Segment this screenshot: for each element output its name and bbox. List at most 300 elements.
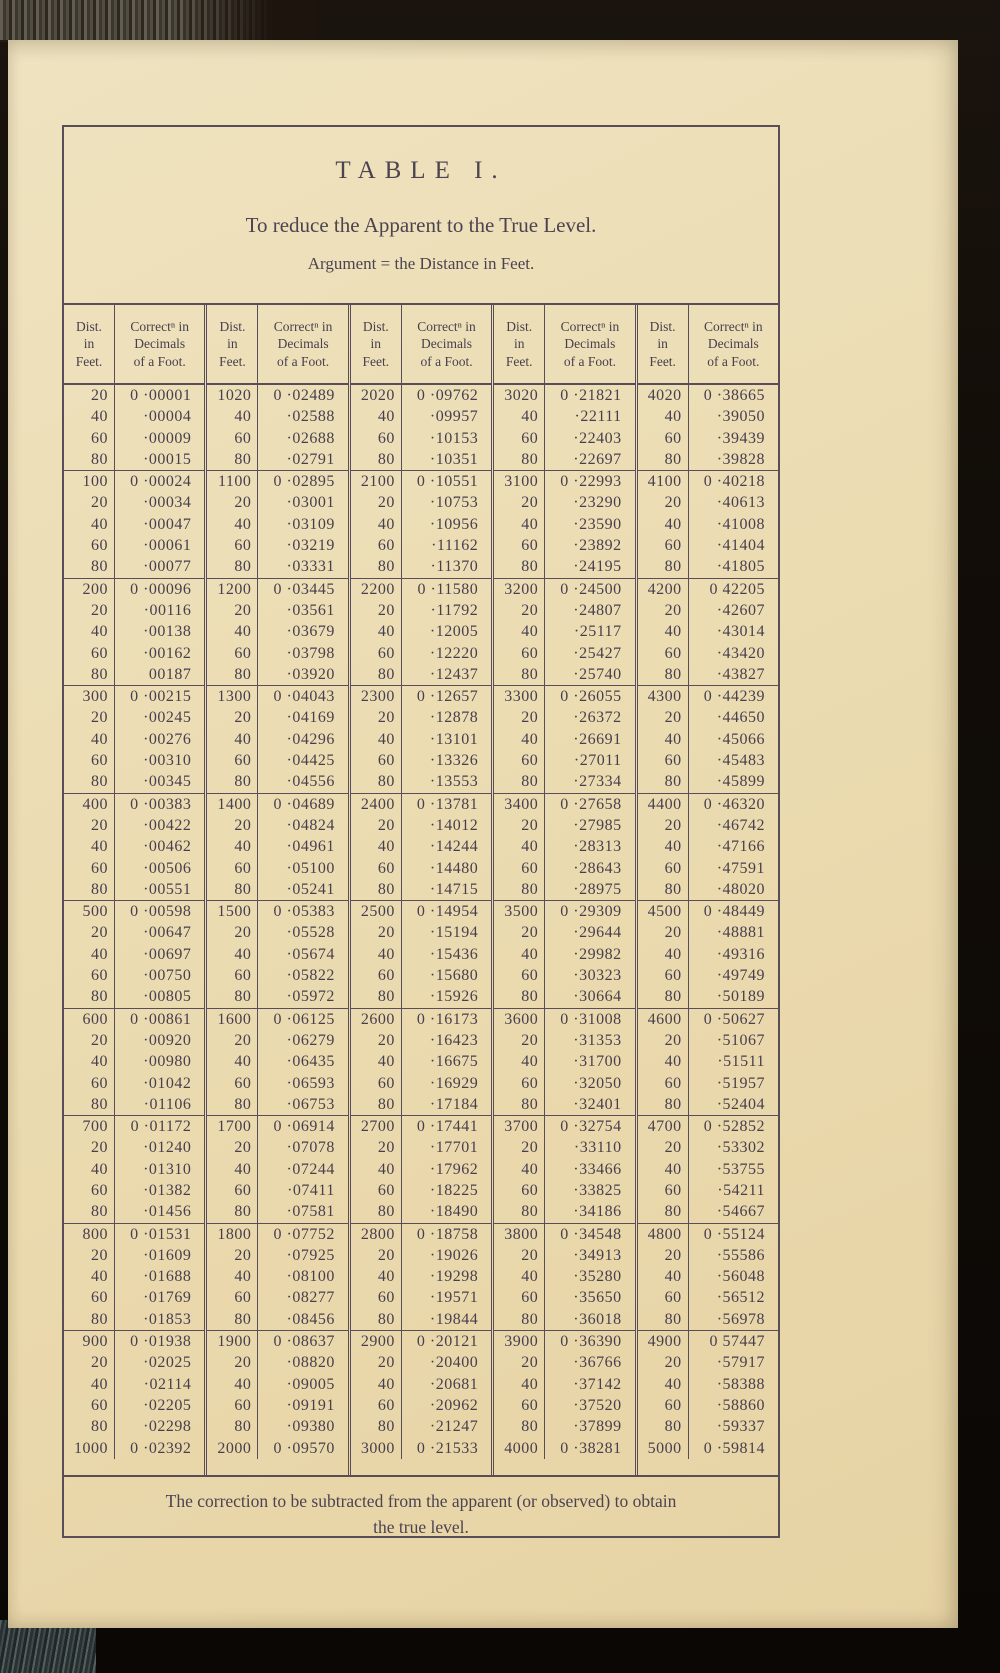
corr-cell: ·05822 bbox=[257, 965, 347, 986]
dist-cell: 60 bbox=[521, 859, 539, 877]
table-row bbox=[494, 470, 634, 492]
table-row bbox=[64, 1245, 204, 1266]
corr-cell: ·56512 bbox=[688, 1287, 778, 1308]
dist-cell: 40 bbox=[377, 945, 395, 963]
dist-cell: 40 bbox=[91, 623, 108, 641]
table-row bbox=[207, 600, 347, 621]
corr-cell: ·41404 bbox=[688, 535, 778, 556]
corr-cell: ·31353 bbox=[544, 1030, 634, 1051]
dist-cell: 80 bbox=[91, 988, 108, 1006]
corr-cell: 0 ·18758 bbox=[401, 1224, 491, 1245]
table-row bbox=[351, 514, 491, 535]
dist-cell: 20 bbox=[234, 1139, 252, 1157]
dist-cell: 80 bbox=[234, 450, 252, 468]
corr-cell: ·07581 bbox=[257, 1201, 347, 1222]
table-row bbox=[207, 965, 347, 986]
dist-cell: 80 bbox=[664, 450, 682, 468]
corr-cell: ·06279 bbox=[257, 1030, 347, 1051]
corr-cell: 0 ·06914 bbox=[257, 1116, 347, 1137]
dist-cell: 20 bbox=[664, 709, 682, 727]
dist-cell: 40 bbox=[234, 945, 252, 963]
dist-cell: 900 bbox=[82, 1333, 108, 1351]
corr-cell: ·23590 bbox=[544, 514, 634, 535]
corr-cell: 0 ·00001 bbox=[114, 385, 204, 406]
corr-cell: ·34913 bbox=[544, 1245, 634, 1266]
table-row bbox=[638, 1008, 778, 1030]
corr-cell: 0 ·44239 bbox=[688, 686, 778, 707]
table-row bbox=[64, 1008, 204, 1030]
dist-cell: 80 bbox=[234, 1418, 252, 1436]
corr-cell: ·00004 bbox=[114, 406, 204, 427]
dist-cell: 20 bbox=[234, 924, 252, 942]
table-row bbox=[207, 1008, 347, 1030]
dist-cell: 20 bbox=[234, 816, 252, 834]
corr-cell: ·12878 bbox=[401, 707, 491, 728]
dist-cell: 20 bbox=[521, 601, 539, 619]
corr-cell: ·49749 bbox=[688, 965, 778, 986]
corr-cell: ·30664 bbox=[544, 986, 634, 1007]
corr-cell: 0 ·46320 bbox=[688, 794, 778, 815]
dist-cell: 80 bbox=[377, 665, 395, 683]
corr-cell: ·03001 bbox=[257, 492, 347, 513]
table-row bbox=[64, 771, 204, 792]
table-row bbox=[64, 428, 204, 449]
table-row bbox=[64, 643, 204, 664]
table-frame bbox=[62, 125, 780, 1538]
table-row bbox=[638, 1030, 778, 1051]
corr-cell: ·47166 bbox=[688, 836, 778, 857]
table-row bbox=[207, 1245, 347, 1266]
corr-cell: 0 ·02392 bbox=[114, 1438, 204, 1459]
table-row bbox=[638, 1309, 778, 1330]
table-row bbox=[351, 771, 491, 792]
table-row bbox=[351, 1330, 491, 1352]
table-row bbox=[64, 1266, 204, 1287]
corr-cell: ·14480 bbox=[401, 858, 491, 879]
corr-cell: ·15436 bbox=[401, 944, 491, 965]
corr-cell: ·10753 bbox=[401, 492, 491, 513]
dist-cell: 40 bbox=[91, 408, 108, 426]
corr-cell: 0 ·17441 bbox=[401, 1116, 491, 1137]
dist-cell: 40 bbox=[664, 1268, 682, 1286]
dist-cell: 60 bbox=[377, 1396, 395, 1414]
corr-cell: ·17962 bbox=[401, 1159, 491, 1180]
corr-cell: ·45483 bbox=[688, 750, 778, 771]
dist-cell: 40 bbox=[91, 838, 108, 856]
table-row bbox=[351, 836, 491, 857]
dist-cell: 20 bbox=[234, 601, 252, 619]
corr-cell: ·01382 bbox=[114, 1180, 204, 1201]
table-row bbox=[207, 1137, 347, 1158]
corr-cell: ·00920 bbox=[114, 1030, 204, 1051]
dist-header-line: in bbox=[370, 336, 382, 352]
corr-cell: 0 ·09762 bbox=[401, 385, 491, 406]
corr-cell: ·48020 bbox=[688, 879, 778, 900]
table-row bbox=[494, 406, 634, 427]
corr-cell: ·51067 bbox=[688, 1030, 778, 1051]
table-row bbox=[351, 879, 491, 900]
corr-cell: ·04824 bbox=[257, 815, 347, 836]
corr-cell: 0 ·00598 bbox=[114, 901, 204, 922]
corr-cell: ·03331 bbox=[257, 556, 347, 577]
corr-cell: ·01688 bbox=[114, 1266, 204, 1287]
corr-cell: 0 ·01531 bbox=[114, 1224, 204, 1245]
corr-cell: ·02588 bbox=[257, 406, 347, 427]
corr-cell: 0 ·16173 bbox=[401, 1009, 491, 1030]
corr-cell: ·32401 bbox=[544, 1094, 634, 1115]
corr-cell: ·17701 bbox=[401, 1137, 491, 1158]
dist-cell: 1200 bbox=[217, 580, 252, 598]
table-row bbox=[351, 1137, 491, 1158]
table-row bbox=[494, 922, 634, 943]
table-row bbox=[351, 1438, 491, 1459]
corr-cell: ·36018 bbox=[544, 1309, 634, 1330]
corr-cell: ·04169 bbox=[257, 707, 347, 728]
corr-cell: ·58860 bbox=[688, 1395, 778, 1416]
dist-cell: 60 bbox=[664, 1074, 682, 1092]
corr-cell: ·28643 bbox=[544, 858, 634, 879]
dist-cell: 20 bbox=[521, 1031, 539, 1049]
corr-cell: ·04425 bbox=[257, 750, 347, 771]
dist-cell: 20 bbox=[377, 709, 395, 727]
column-pair-2 bbox=[204, 305, 347, 1475]
dist-cell: 60 bbox=[664, 752, 682, 770]
dist-cell: 80 bbox=[664, 1203, 682, 1221]
dist-cell: 60 bbox=[377, 1074, 395, 1092]
dist-cell: 80 bbox=[91, 1095, 108, 1113]
dist-cell: 60 bbox=[234, 967, 252, 985]
dist-cell: 20 bbox=[91, 924, 108, 942]
dist-cell: 40 bbox=[521, 408, 539, 426]
dist-cell: 60 bbox=[521, 1074, 539, 1092]
corr-cell: ·44650 bbox=[688, 707, 778, 728]
corr-cell: ·46742 bbox=[688, 815, 778, 836]
corr-cell: ·41008 bbox=[688, 514, 778, 535]
dist-cell: 20 bbox=[234, 1354, 252, 1372]
corr-cell: 0 ·00215 bbox=[114, 686, 204, 707]
table-row bbox=[64, 1352, 204, 1373]
dist-cell: 20 bbox=[664, 1354, 682, 1372]
corr-cell: ·23290 bbox=[544, 492, 634, 513]
table-row bbox=[494, 1201, 634, 1222]
dist-cell: 80 bbox=[377, 1203, 395, 1221]
table-row bbox=[351, 1008, 491, 1030]
corr-cell: ·01769 bbox=[114, 1287, 204, 1308]
dist-cell: 80 bbox=[664, 1310, 682, 1328]
table-row bbox=[64, 879, 204, 900]
table-row bbox=[494, 578, 634, 600]
table-row bbox=[64, 1180, 204, 1201]
table-row bbox=[638, 815, 778, 836]
corr-cell: ·01240 bbox=[114, 1137, 204, 1158]
dist-header-line: Dist. bbox=[219, 318, 246, 334]
corr-cell: ·39050 bbox=[688, 406, 778, 427]
table-row bbox=[351, 1051, 491, 1072]
table-row bbox=[64, 556, 204, 577]
dist-header-line: Dist. bbox=[649, 318, 676, 334]
table-row bbox=[638, 750, 778, 771]
dist-cell: 60 bbox=[91, 1181, 108, 1199]
table-row bbox=[494, 685, 634, 707]
corr-cell: ·09191 bbox=[257, 1395, 347, 1416]
dist-cell: 80 bbox=[234, 773, 252, 791]
table-row bbox=[351, 965, 491, 986]
dist-cell: 60 bbox=[234, 859, 252, 877]
dist-cell: 60 bbox=[521, 429, 539, 447]
dist-cell: 80 bbox=[664, 558, 682, 576]
corr-cell: 0 ·55124 bbox=[688, 1224, 778, 1245]
table-row bbox=[207, 900, 347, 922]
table-row bbox=[494, 1094, 634, 1115]
dist-cell: 60 bbox=[664, 967, 682, 985]
table-row bbox=[494, 1245, 634, 1266]
table-row bbox=[494, 986, 634, 1007]
dist-header-line: Feet. bbox=[219, 353, 246, 369]
table-row bbox=[638, 1094, 778, 1115]
corr-cell: ·00805 bbox=[114, 986, 204, 1007]
corr-cell: ·03798 bbox=[257, 643, 347, 664]
corr-cell: ·03920 bbox=[257, 664, 347, 685]
table-row bbox=[64, 986, 204, 1007]
corr-header-line: Correctⁿ in bbox=[417, 318, 476, 334]
dist-cell: 20 bbox=[91, 816, 108, 834]
dist-cell: 80 bbox=[521, 880, 539, 898]
table-row bbox=[494, 965, 634, 986]
table-row bbox=[207, 578, 347, 600]
table-row bbox=[64, 449, 204, 470]
table-row bbox=[351, 1395, 491, 1416]
corr-cell: 00187 bbox=[114, 664, 204, 685]
dist-header bbox=[64, 305, 114, 383]
corr-cell: ·19026 bbox=[401, 1245, 491, 1266]
corr-cell: ·12005 bbox=[401, 621, 491, 642]
corr-cell: ·14715 bbox=[401, 879, 491, 900]
dist-cell: 2600 bbox=[360, 1010, 395, 1028]
corr-cell: ·18490 bbox=[401, 1201, 491, 1222]
table-row bbox=[351, 793, 491, 815]
corr-cell: ·45899 bbox=[688, 771, 778, 792]
dist-cell: 80 bbox=[234, 988, 252, 1006]
table-row bbox=[207, 986, 347, 1007]
corr-cell: ·54211 bbox=[688, 1180, 778, 1201]
dist-header-line: Dist. bbox=[76, 318, 102, 334]
dist-cell: 60 bbox=[377, 1181, 395, 1199]
dist-cell: 40 bbox=[521, 1160, 539, 1178]
dist-cell: 40 bbox=[234, 515, 252, 533]
dist-cell: 40 bbox=[521, 515, 539, 533]
corr-cell: 0 ·06125 bbox=[257, 1009, 347, 1030]
table-row bbox=[494, 1030, 634, 1051]
dist-cell: 60 bbox=[664, 859, 682, 877]
dist-cell: 4800 bbox=[647, 1225, 682, 1243]
corr-cell: ·06435 bbox=[257, 1051, 347, 1072]
corr-cell: 0 ·12657 bbox=[401, 686, 491, 707]
table-row bbox=[64, 965, 204, 986]
table-row bbox=[351, 1115, 491, 1137]
corr-cell: ·01456 bbox=[114, 1201, 204, 1222]
corr-cell: ·35650 bbox=[544, 1287, 634, 1308]
corr-cell: ·22403 bbox=[544, 428, 634, 449]
corr-cell: ·25427 bbox=[544, 643, 634, 664]
dist-cell: 80 bbox=[91, 450, 108, 468]
corr-cell: ·35280 bbox=[544, 1266, 634, 1287]
corr-cell: 0 ·00383 bbox=[114, 794, 204, 815]
table-row bbox=[494, 385, 634, 406]
dist-cell: 80 bbox=[91, 1418, 108, 1436]
corr-cell: ·20681 bbox=[401, 1374, 491, 1395]
dist-cell: 20 bbox=[377, 494, 395, 512]
dist-cell: 20 bbox=[91, 494, 108, 512]
corr-cell: ·15680 bbox=[401, 965, 491, 986]
corr-cell: 0 ·24500 bbox=[544, 579, 634, 600]
table-row bbox=[351, 406, 491, 427]
corr-cell: ·00276 bbox=[114, 729, 204, 750]
corr-cell: ·05674 bbox=[257, 944, 347, 965]
table-row bbox=[351, 535, 491, 556]
table-row bbox=[494, 858, 634, 879]
table-grid bbox=[64, 305, 778, 1475]
table-row bbox=[207, 514, 347, 535]
dist-cell: 60 bbox=[91, 1396, 108, 1414]
table-row bbox=[207, 470, 347, 492]
table-row bbox=[351, 643, 491, 664]
dist-cell: 5000 bbox=[647, 1439, 682, 1457]
pair-header bbox=[351, 305, 491, 385]
table-row bbox=[638, 535, 778, 556]
footer-line-2: the true level. bbox=[373, 1517, 469, 1538]
table-row bbox=[494, 1008, 634, 1030]
title-area bbox=[64, 127, 778, 305]
dist-cell: 60 bbox=[234, 644, 252, 662]
table-row bbox=[64, 836, 204, 857]
dist-cell: 80 bbox=[521, 1095, 539, 1113]
corr-cell: ·00077 bbox=[114, 556, 204, 577]
corr-cell: 0 ·50627 bbox=[688, 1009, 778, 1030]
dist-cell: 80 bbox=[91, 773, 108, 791]
table-row bbox=[64, 1201, 204, 1222]
table-row bbox=[638, 1266, 778, 1287]
table-row bbox=[351, 1245, 491, 1266]
corr-cell: ·13326 bbox=[401, 750, 491, 771]
table-row bbox=[351, 428, 491, 449]
corr-cell: 0 ·04689 bbox=[257, 794, 347, 815]
dist-header bbox=[351, 305, 401, 383]
corr-cell: 0 57447 bbox=[688, 1331, 778, 1352]
dist-cell: 100 bbox=[82, 473, 108, 491]
table-row bbox=[351, 1374, 491, 1395]
dist-cell: 20 bbox=[91, 601, 108, 619]
corr-cell: 0 ·48449 bbox=[688, 901, 778, 922]
corr-cell: ·13553 bbox=[401, 771, 491, 792]
corr-cell: ·47591 bbox=[688, 858, 778, 879]
corr-cell: 0 ·00096 bbox=[114, 579, 204, 600]
table-row bbox=[207, 729, 347, 750]
dist-cell: 20 bbox=[664, 816, 682, 834]
corr-header-line: Correctⁿ in bbox=[704, 318, 763, 334]
dist-cell: 4600 bbox=[647, 1010, 682, 1028]
dist-cell: 3300 bbox=[504, 688, 539, 706]
table-row bbox=[207, 406, 347, 427]
dist-cell: 80 bbox=[377, 880, 395, 898]
corr-cell: ·08277 bbox=[257, 1287, 347, 1308]
dist-cell: 60 bbox=[234, 429, 252, 447]
corr-cell: ·31700 bbox=[544, 1051, 634, 1072]
dist-cell: 40 bbox=[91, 515, 108, 533]
table-row bbox=[494, 750, 634, 771]
table-row bbox=[494, 1180, 634, 1201]
table-row bbox=[494, 514, 634, 535]
table-row bbox=[207, 771, 347, 792]
corr-header bbox=[401, 305, 491, 383]
corr-cell: 0 ·08637 bbox=[257, 1331, 347, 1352]
corr-cell: ·03679 bbox=[257, 621, 347, 642]
table-row bbox=[638, 1416, 778, 1437]
corr-cell: ·00750 bbox=[114, 965, 204, 986]
dist-cell: 60 bbox=[377, 859, 395, 877]
table-row bbox=[351, 729, 491, 750]
table-row bbox=[638, 643, 778, 664]
table-row bbox=[638, 1073, 778, 1094]
dist-cell: 80 bbox=[521, 665, 539, 683]
corr-cell: ·02688 bbox=[257, 428, 347, 449]
corr-cell: ·00506 bbox=[114, 858, 204, 879]
dist-cell: 40 bbox=[234, 1053, 252, 1071]
table-row bbox=[64, 535, 204, 556]
table-row bbox=[638, 858, 778, 879]
dist-cell: 20 bbox=[664, 494, 682, 512]
dist-cell: 3700 bbox=[504, 1118, 539, 1136]
dist-cell: 80 bbox=[377, 988, 395, 1006]
corr-cell: 0 ·00024 bbox=[114, 471, 204, 492]
dist-cell: 80 bbox=[234, 1203, 252, 1221]
dist-header-line: Dist. bbox=[362, 318, 389, 334]
dist-cell: 80 bbox=[521, 450, 539, 468]
corr-cell: ·14012 bbox=[401, 815, 491, 836]
corr-cell: ·14244 bbox=[401, 836, 491, 857]
dist-cell: 60 bbox=[377, 967, 395, 985]
table-row bbox=[64, 1416, 204, 1437]
corr-header-line: of a Foot. bbox=[133, 353, 186, 369]
corr-cell: ·08456 bbox=[257, 1309, 347, 1330]
dist-cell: 4000 bbox=[504, 1439, 539, 1457]
corr-cell: ·20962 bbox=[401, 1395, 491, 1416]
corr-cell: 0 ·09570 bbox=[257, 1438, 347, 1459]
dist-cell: 40 bbox=[91, 1375, 108, 1393]
table-row bbox=[351, 578, 491, 600]
corr-cell: ·09957 bbox=[401, 406, 491, 427]
corr-cell: ·33466 bbox=[544, 1159, 634, 1180]
table-row bbox=[494, 449, 634, 470]
dist-cell: 80 bbox=[664, 1418, 682, 1436]
dist-cell: 2000 bbox=[217, 1439, 252, 1457]
dist-cell: 40 bbox=[377, 1375, 395, 1393]
corr-cell: ·17184 bbox=[401, 1094, 491, 1115]
footer-line-1: The correction to be subtracted from the apparent (or observed) to obtain bbox=[165, 1490, 677, 1511]
table-row bbox=[638, 600, 778, 621]
table-row bbox=[494, 428, 634, 449]
table-row bbox=[64, 1374, 204, 1395]
dist-cell: 60 bbox=[234, 1181, 252, 1199]
table-row bbox=[638, 986, 778, 1007]
table-row bbox=[64, 1309, 204, 1330]
corr-cell: ·00462 bbox=[114, 836, 204, 857]
table-row bbox=[207, 492, 347, 513]
dist-cell: 60 bbox=[664, 537, 682, 555]
table-row bbox=[207, 1073, 347, 1094]
dist-cell: 60 bbox=[377, 1289, 395, 1307]
dist-cell: 60 bbox=[664, 1289, 682, 1307]
table-row bbox=[351, 1180, 491, 1201]
